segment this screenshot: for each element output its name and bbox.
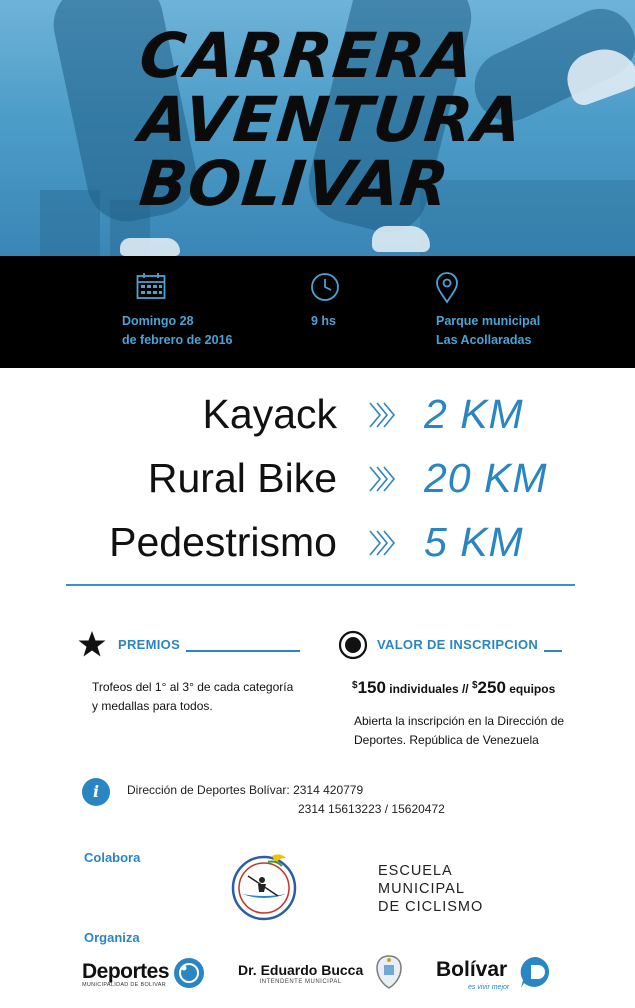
event-row-pedestrismo — [0, 510, 635, 574]
record-icon — [338, 630, 368, 660]
bolivar-slogan: es vivir mejor — [468, 984, 510, 991]
premios-line: y medallas para todos. — [92, 699, 213, 713]
intendente-logo — [238, 960, 363, 985]
heading-underline — [544, 650, 562, 652]
title-line: CARRERA — [136, 19, 478, 92]
inscripcion-note — [354, 712, 564, 750]
date-text — [122, 312, 232, 350]
bolivar-wordmark: Bolívar — [436, 958, 508, 981]
date-line: de febrero de 2016 — [122, 333, 233, 347]
inscripcion-heading: VALOR DE INSCRIPCION — [377, 637, 539, 652]
deportes-subtitle: MUNICIPALIDAD DE BOLIVAR — [82, 982, 167, 988]
section-divider — [66, 584, 575, 586]
organiza-label: Organiza — [84, 930, 140, 945]
clock-icon — [310, 272, 340, 302]
bolivar-speech-bubble-icon — [518, 954, 554, 990]
contact-line: Dirección de Deportes Bolívar: 2314 420779 — [127, 783, 364, 797]
date-info — [96, 256, 206, 300]
colabora-label: Colabora — [84, 850, 141, 865]
location-pin-icon — [435, 272, 459, 304]
intendente-subtitle: INTENDENTE MUNICIPAL — [259, 979, 342, 985]
escuela-line: ESCUELA — [378, 863, 453, 879]
event-row-kayack — [0, 382, 635, 446]
price-individual: 150 — [357, 678, 386, 697]
price-team: 250 — [477, 678, 506, 697]
event-distance: 20 KM — [424, 455, 548, 501]
municipal-shield-icon — [374, 954, 404, 990]
event-name: Kayack — [202, 391, 337, 437]
deportes-wordmark: Deportes — [82, 960, 170, 983]
escuela-line: MUNICIPAL — [378, 881, 465, 897]
contact-line: 2314 15613223 / 15620472 — [298, 802, 445, 816]
info-icon: i — [82, 778, 110, 806]
event-distance: 5 KM — [424, 519, 524, 565]
team-label: equipos — [505, 682, 556, 696]
event-info-bar — [0, 256, 635, 368]
date-line: Domingo 28 — [122, 314, 194, 328]
triple-chevron-icon — [368, 466, 398, 492]
event-distance: 2 KM — [424, 391, 524, 437]
title-line: AVENTURA — [136, 83, 527, 156]
note-line: Abierta la inscripción en la Dirección de — [354, 714, 565, 728]
premios-heading: PREMIOS — [118, 637, 181, 652]
hero-banner — [0, 0, 635, 256]
triple-chevron-icon — [368, 402, 398, 428]
event-row-rural-bike — [0, 446, 635, 510]
event-title — [136, 19, 610, 220]
intendente-name: Dr. Eduardo Bucca — [238, 962, 364, 978]
heading-underline — [186, 650, 300, 652]
calendar-icon — [136, 272, 166, 300]
running-shoe — [372, 226, 430, 252]
kayak-club-logo — [228, 850, 300, 922]
time-text: 9 hs — [311, 314, 337, 328]
triple-chevron-icon — [368, 530, 398, 556]
escuela-line: DE CICLISMO — [378, 899, 484, 915]
place-line: Parque municipal — [436, 314, 541, 328]
price-line — [352, 678, 555, 698]
star-icon — [78, 630, 106, 658]
event-name: Rural Bike — [147, 455, 337, 501]
event-name: Pedestrismo — [109, 519, 337, 565]
running-shoe — [120, 238, 180, 256]
escuela-ciclismo-logo — [378, 862, 483, 916]
deportes-logo — [82, 960, 169, 988]
deportes-badge-icon — [172, 956, 206, 990]
premios-text — [92, 678, 293, 716]
place-text — [436, 312, 540, 350]
currency-sign: $ — [352, 680, 358, 691]
currency-sign: $ — [471, 680, 478, 691]
time-info — [290, 256, 360, 302]
individual-label: individuales // — [385, 682, 472, 696]
place-line: Las Acollaradas — [436, 333, 532, 347]
premios-line: Trofeos del 1° al 3° de cada categoría — [92, 680, 294, 694]
place-info — [412, 256, 482, 304]
note-line: Deportes. República de Venezuela — [354, 733, 539, 747]
title-line: BOLIVAR — [136, 147, 453, 220]
bolivar-logo — [436, 958, 510, 991]
